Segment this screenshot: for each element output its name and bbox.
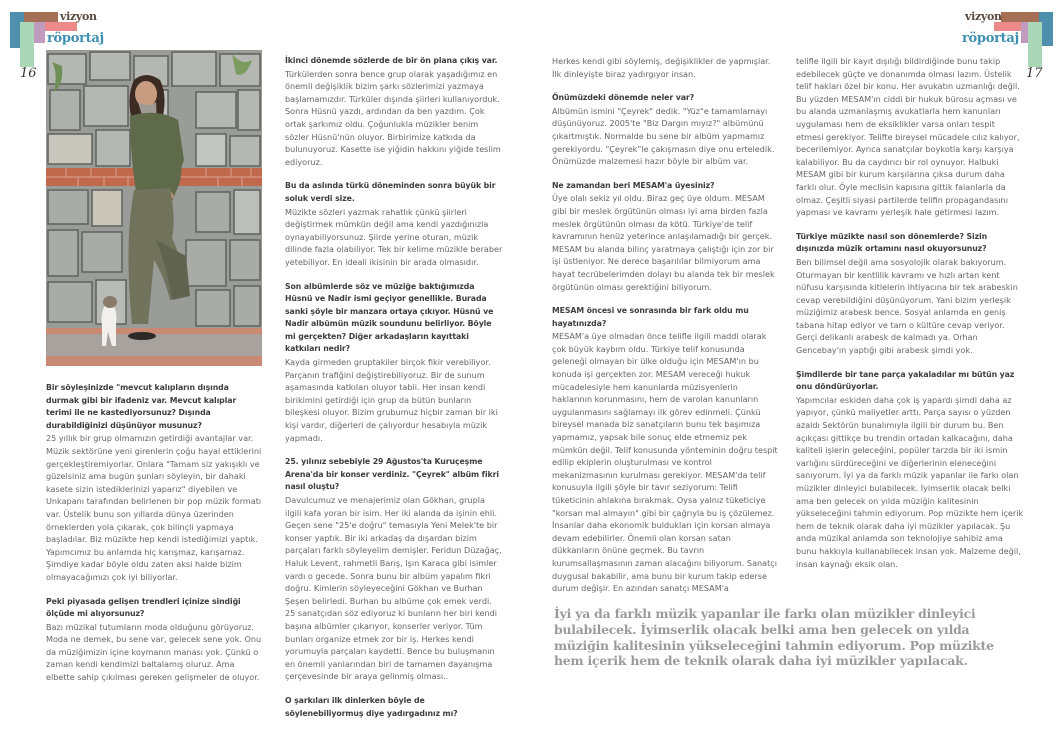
interview-answer: Albümün ismini "Çeyrek" dedik. "Yüz"e tamamlamayı düşünüyoruz. 2005'te "Biz Dargın mıyız?" albümünü çıkartmıştık. Normalde bu sene bir albüm yapmamız gerekiyordu. "Çeyrek"le çakışmasın diye onu erteledik. Önümüzde malzemesi hazır böyle bir albüm var.	[552, 105, 775, 167]
interview-question: İkinci dönemde sözlerde de bir ön plana çıkış var.	[285, 56, 498, 65]
interview-answer: Üye olalı sekiz yıl oldu. Biraz geç üye oldum. MESAM gibi bir meslek örgütünün olması iyi ama birden fazla meslek örgütünün olması da kötü. Türkiye'de telif kavramının henüz yeterince anlaşılamadığı bir gerçek. MESAM bu alanda bilinç yaratmaya çalıştığı için zor bir işi üstleniyor. Ne derece başarılılar bilmiyorum ama hayat tecrübelerimden dolayı bu alanda tek bir meslek örgütünün olması gerektiğini biliyorum.	[552, 193, 775, 292]
interview-question: O şarkıları ilk dinlerken böyle de söylenebiliyormuş diye yadırgadınız mı?	[285, 695, 458, 718]
logo-block-mint	[20, 22, 34, 67]
interview-question: Son albümlerde söz ve müziğe baktığımızda Hüsnü ve Nadir ismi geçiyor genellikle. Burada sanki şöyle bir manzara ortaya çıkıyor. Hüsnü ve Nadir albümün müzik soundunu belirliyor. Böyle mi gerçekten? Diğer arkadaşların kayıttaki katkıları nedir?	[285, 281, 494, 354]
interview-answer: Yapımcılar eskiden daha çok iş yapardı şimdi daha az yapıyor, çünkü maliyetler arttı. Parça sayısı o yüzden azaldı Sektörün bunalımıyla ilgili bir durum bu. Ben açıkçası gittikçe bu trendin ortadan kalkacağını, daha kaliteli işlerin geleceğini, popüler tarzda bir iki ismin varlığını sürdüreceğini ve diğerlerinin eleneceğini sanıyorum. İyi ya da farklı müzik yapanlar ile farkı olan müzikler dinleyici bulabilecek. İyimserlik olacak belki ama ben gelecek on yılda müziğin kalitesinin yükseleceğini tahmin ediyorum. Pop müzikte hem içerik hem de teknik olarak daha iyi müzikler yapılacak. Şu anda müzikal anlamda son teknolojiye sahibiz ama bunu hakkıyla kullanabilecek insan yok. Malzeme değil, insan kaynağı eksik olan.	[796, 394, 1024, 569]
interview-question: MESAM öncesi ve sonrasında bir fark oldu mu hayatınızda?	[552, 306, 749, 328]
interview-answer: Davulcumuz ve menajerimiz olan Gökhan, grupla ilgili kafa yoran bir isim. Her iki alanda da işinin ehli. Geçen sene "25'e doğru" temasıyla Yeni Melek'te bir konser yaptık. Bir iki arkadaş da dışardan bizim parçaları farklı söyleyelim demişler. Feridun Düzağaç, Haluk Levent, rahmetli Barış, Işın Karaca gibi isimler vardı o gecede. Sonra bunu bir albüm yapalım fikri doğru. Kimlerin söyleyeceğini Gökhan ve Burhan Şeşen belirledi. Burhan bu albüme çok emek verdi. 25 sanatçıdan söz ediyoruz ki bunların her biri kendi başına albümler çıkarıyor, konserler veriyor. Tüm bunları organize etmek zor bir iş. Herkes kendi yorumuyla parçaları kaydetti. Bence bu buluşmanın en önemli yanlarından biri de tamamen dayanışma çerçevesinde bir araya gelinmiş olması..	[285, 495, 502, 682]
qa-block	[285, 456, 503, 683]
portrait-photo	[46, 50, 262, 366]
qa-block	[285, 695, 503, 720]
interview-question: 25. yılınız sebebiyle 29 Ağustos'ta Kuruçeşme Arena'da bir konser verdiniz. "Çeyrek" albüm fikri nasıl oluştu?	[285, 457, 499, 492]
section-name: röportaj	[47, 31, 104, 46]
magazine-name: vizyon	[965, 10, 1002, 23]
page-number-right: 17	[1026, 66, 1043, 81]
portrait-photo-icon	[46, 50, 262, 366]
interview-answer: Türkülerden sonra bence grup olarak yaşadığımız en önemli değişiklik bizim şarkı sözlerimizi yazmaya başlamamızdır. Türküler dışında şiirleri kullanıyorduk. Sonra Hüsnü yazdı, ardından da ben yazdım. Çok ortak şarkımız oldu. Çoğunlukla müzikler benim sözler Hüsnü'nün oluyor. Birbirimize katkıda da bulunuyoruz. Kasette ise yiğidin hakkını yiğide teslim ediyoruz.	[285, 68, 501, 167]
qa-block	[285, 55, 503, 168]
qa-block	[46, 382, 264, 584]
qa-block	[285, 281, 503, 445]
logo-block-brown	[24, 12, 58, 22]
interview-answer: MESAM'a üye olmadan önce telifle ilgili maddi olarak çok büyük kaybım oldu. Türkiye telif konusunda geleneği olmayan bir ülke olduğu için MESAM'ın bu konuda işi gerçekten zor. MESAM vereceği hukuk mücadelesiyle hem kanunlarda müzisyenlerin haklarının korunmasını, hem de varolan kanunların uygulanmasını sağlamayı ilk görev edinmeli. Çünkü bireysel manada biz sanatçıların bunu tek başımıza yapmamız, yapsak bile sonuç elde etmemiz pek mümkün değil. Telif konusunda yönteminin doğru tespit edilip ekiplerin oluşturulması ve kontrol mekanizmasının kurulması gerekiyor. MESAM'da telif konusuyla ilgili şöyle bir tavır seziyorum: Telifi tüketicinin ahlakına bırakmak. Oysa yalnız tüketiciye "korsan mal almayın" gibi bir çağrıyla bu iş çözülemez. İnsanlar daha ekonomik buldukları için korsan almaya devam edebilirler. Önemli olan korsan satan dükkanların önüne geçmek. Bu tavrın kurumsallaşmasının zaman alacağını biliyorum. Sanatçı duygusal bakabilir, ama bunu bir kurum takip ederse durum değişir. En azından sanatçı MESAM'a	[552, 331, 778, 594]
pull-quote: İyi ya da farklı müzik yapanlar ile farkı olan müzikler dinleyici bulabilecek. İyimserlik olacak belki ama ben gelecek on yılda müziğin kalitesinin yükseleceğini tahmin ediyorum. Pop müzikte hem içerik hem de teknik olarak daha iyi müzikler yapılacak.	[554, 606, 994, 669]
qa-block	[552, 180, 780, 293]
qa-block	[796, 231, 1024, 357]
interview-answer: Kayda girmeden gruptakiler birçok fikir verebiliyor. Parçanın trafiğini değiştirebiliyoruz. Bir de sunum aşamasında katkıları oluyor tabii. Her insan kendi birikimini getirdiği için grup da bütün bunların bileşkesi oluyor. Bizim grubumuz hiçbir zaman bir iki kişi vardır, diğerleri de çalıyordur hesabıyla müzik yapmadı.	[285, 357, 498, 443]
logo-block-brown	[1001, 12, 1039, 22]
page-number-left: 16	[20, 66, 37, 81]
logo-block-mauve	[34, 22, 45, 43]
logo-block-salmon	[40, 22, 77, 31]
logo-block-mint	[1028, 22, 1042, 67]
interview-question: Ne zamandan beri MESAM'a üyesiniz?	[552, 180, 715, 190]
interview-question: Bir söyleşinizde "mevcut kalıpların dışında durmak gibi bir ifadeniz var. Mevcut kalıplar terimi ile ne kastediyorsunuz? Dışında durabildiğinizi düşünüyor musunuz?	[46, 383, 237, 430]
interview-answer: Ben bilimsel değil ama sosyolojik olarak bakıyorum. Oturmayan bir kentlilik kavramı ve hızlı artan kent nüfusu karşısında kitlelerin ihtiyacına bir tek arabeskin cevap verebildiğini düşünüyorum. Yani bizim yerleşik müziğimiz arabesk bence. Sosyal anlamda en geniş tabana hitap ediyor ve tam o kültüre cevap veriyor. Gerçi delikanlı arabesk de kalmadı ya. Orhan Gencebay'ın yaptığı gibi arabesk şimdi yok.	[796, 256, 1018, 356]
interview-answer: Herkes kendi gibi söylemiş, değişiklikler de yapmışlar. İlk dinleyişte biraz yadırgıyor insan.	[552, 56, 771, 79]
interview-answer: telifle ilgili bir kayıt dışılığı bildirdiğinde bunu takip edebilecek güçte ve donanımda olması lazım. Üstelik telif hakları özel bir konu. Her avukatın uzmanlığı değil. Bu yüzden MESAM'ın ciddi bir hukuk bürosu açması ve bu alanda uzmanlaşmış avukatlarla hem kanunları uygulaması hem de eksiklikler varsa onları tespit etmesi gerekiyor. Telifte bireysel mücadele cılız kalıyor, becerilemiyor. Ayrıca sanatçılar boykotla karşı karşıya kalabiliyor. Bu da caydırıcı bir rol oynuyor. Halbuki MESAM gibi bir kurum karşılarına çıksa durum daha farklı olur. Öyle meclisin kapısına gittik falanlarla da olmaz. Çeşitli siyasi partilerde telifin propagandasını yapması ve kavramı yerleşik hale getirmesi lazım.	[796, 56, 1020, 218]
interview-answer: 25 yıllık bir grup olmamızın getirdiği avantajlar var. Müzik sektörüne yeni girenlerin çoğu hayal ettiklerini gerçekleştiremiyorlar. Onlara "Tamam siz yakışıklı ve güzelsiniz ama bugün şunları söyleyin, bir dahaki kasete sizin istediklerinizi yaparız" diyebilen ve Unkapanı tarafından belirlenen bir pop müzik formatı var. Üstelik bunu son yıllarda dünya üzerinden örneklerden yola çıkarak, çok bilinçli yapmaya başladılar. Biz müzikte hep kendi istediğimizi yaptık. Yapımcımız bu anlamda hiç karışmaz, karışamaz. Şimdiye kadar böyle oldu zaten aksi halde bizim olmayacağımızı çok iyi biliyorlar.	[46, 433, 262, 582]
interview-question: Önümüzdeki dönemde neler var?	[552, 93, 695, 103]
interview-answer: Müzikte sözleri yazmak rahatlık çünkü şiirleri değiştirmek mümkün değil ama kendi yazdığınızla oynayabiliyorsunuz. Şiirde yerine oturan, müzik dilinde fazla olabiliyor. Tek bir kelime müzikle beraber yetebiliyor. En ideali ikisinin bir arada olmasıdır.	[285, 206, 503, 267]
text-column-2	[285, 55, 503, 732]
interview-question: Bu da aslında türkü döneminden sonra büyük bir soluk verdi size.	[285, 181, 496, 203]
interview-question: Türkiye müzikte nasıl son dönemlerde? Sizin dışınızda müzik ortamını nasıl okuyorsunuz?	[796, 231, 988, 254]
text-column-1	[46, 382, 264, 696]
interview-question: Şimdilerde bir tane parça yakaladılar mı bütün yaz onu döndürüyorlar.	[796, 369, 1015, 392]
qa-block	[285, 180, 503, 268]
qa-block	[552, 55, 780, 80]
qa-block	[552, 92, 780, 168]
interview-question: Peki piyasada gelişen trendleri içinize sindiği ölçüde mi alıyorsunuz?	[46, 596, 241, 619]
magazine-name: vizyon	[60, 10, 97, 23]
text-column-4	[796, 55, 1024, 582]
qa-block	[46, 596, 264, 684]
qa-block	[552, 305, 780, 595]
qa-block	[796, 369, 1024, 571]
qa-block	[796, 55, 1024, 219]
text-column-3	[552, 55, 780, 607]
section-name: röportaj	[962, 31, 1019, 46]
interview-answer: Bazı müzikal tutumların moda olduğunu görüyoruz. Moda ne demek, bu sene var, gelecek sene yok. Onu da müziğimizin içine koymanın manası yok. Çünkü o zaman kendi kendimizi baltalamış oluruz. Ama elbette sahip çıkılması gereken gelişmeler de oluyor.	[46, 621, 262, 683]
